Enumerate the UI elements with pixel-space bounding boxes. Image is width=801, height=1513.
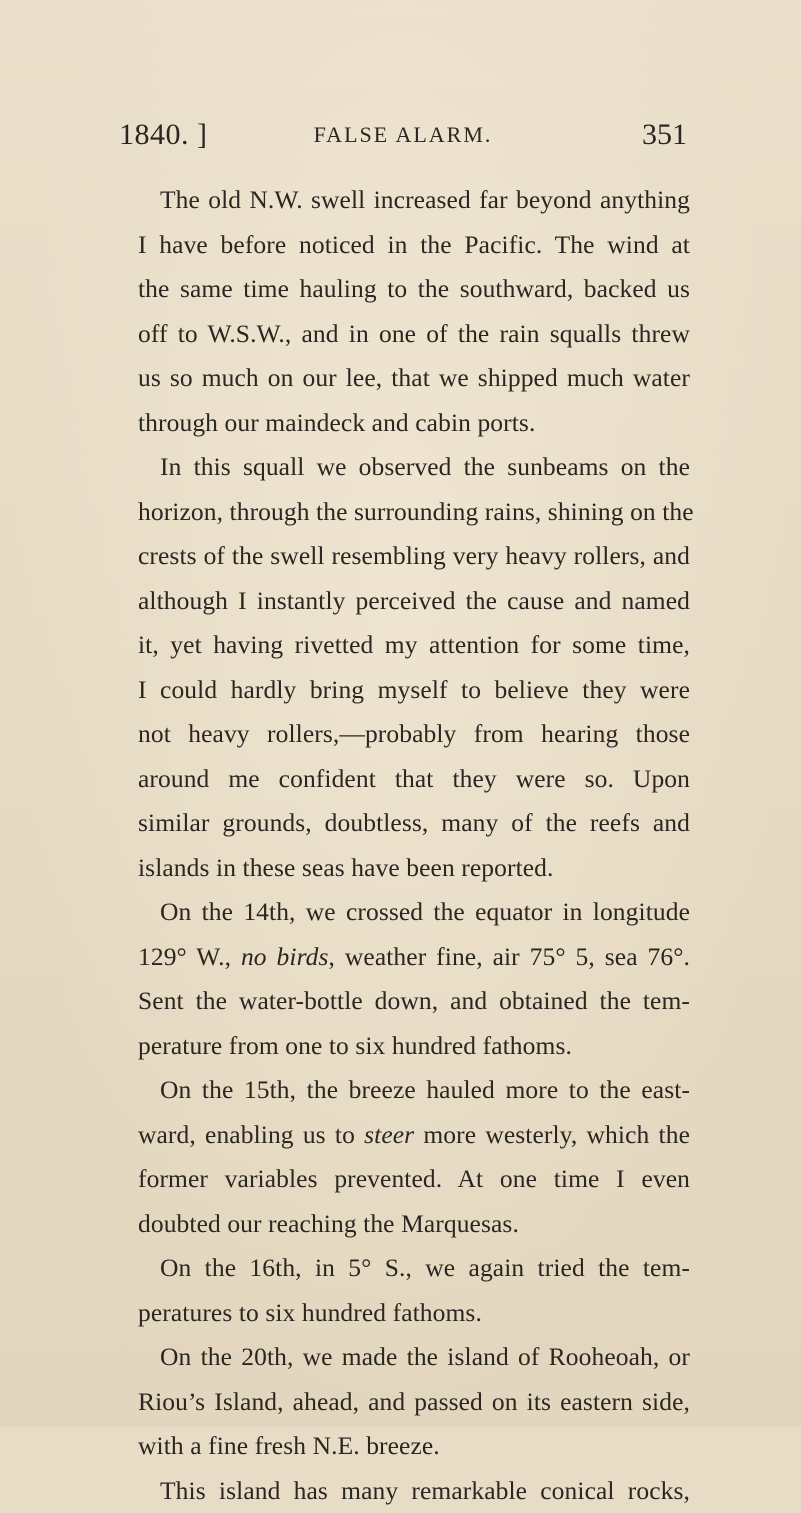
text-line: On the 15th, the breeze hauled more to the east- <box>138 1068 690 1113</box>
text-line: similar grounds, doubtless, many of the reefs and <box>138 801 690 846</box>
text-line: On the 16th, in 5° S., we again tried the tem- <box>138 1246 690 1291</box>
text-line: Sent the water-bottle down, and obtained the tem- <box>138 979 690 1024</box>
page-number: 351 <box>642 118 687 152</box>
text-line: This island has many remarkable conical rocks, <box>138 1469 690 1513</box>
body-text <box>138 178 690 1513</box>
text-line: islands in these seas have been reported. <box>138 846 690 891</box>
text-line: On the 20th, we made the island of Rooheoah, or <box>138 1335 690 1380</box>
running-head-year: 1840. ] <box>119 118 208 152</box>
text-line: former variables prevented. At one time I even <box>138 1157 690 1202</box>
text-line: us so much on our lee, that we shipped much water <box>138 356 690 401</box>
italic-phrase: no birds <box>241 942 329 971</box>
text-line: doubted our reaching the Marquesas. <box>138 1202 690 1247</box>
running-head-title: FALSE ALARM. <box>119 122 687 148</box>
text-line: it, yet having rivetted my attention for some time, <box>138 623 690 668</box>
text-line: Riou’s Island, ahead, and passed on its eastern side, <box>138 1380 690 1425</box>
text-line: although I instantly perceived the cause and named <box>138 579 690 624</box>
text-line: not heavy rollers,—probably from hearing those <box>138 712 690 757</box>
text-line: 129° W., no birds, weather fine, air 75° 5, sea 76°. <box>138 935 690 980</box>
text-line: the same time hauling to the southward, backed us <box>138 267 690 312</box>
text-line: with a fine fresh N.E. breeze. <box>138 1424 690 1469</box>
text-line: through our maindeck and cabin ports. <box>138 401 690 446</box>
text-line: I could hardly bring myself to believe they were <box>138 668 690 713</box>
text-line: ward, enabling us to steer more westerly, which the <box>138 1113 690 1158</box>
text-line: On the 14th, we crossed the equator in longitude <box>138 890 690 935</box>
text-line: The old N.W. swell increased far beyond anything <box>138 178 690 223</box>
running-head <box>119 118 687 158</box>
text-line: horizon, through the surrounding rains, shining on the <box>138 490 690 535</box>
italic-phrase: steer <box>364 1120 414 1149</box>
text-line: crests of the swell resembling very heavy rollers, and <box>138 534 690 579</box>
text-line: around me confident that they were so. Upon <box>138 757 690 802</box>
text-line: In this squall we observed the sunbeams on the <box>138 445 690 490</box>
text-line: I have before noticed in the Pacific. The wind at <box>138 223 690 268</box>
text-line: peratures to six hundred fathoms. <box>138 1291 690 1336</box>
text-line: off to W.S.W., and in one of the rain squalls threw <box>138 312 690 357</box>
text-line: perature from one to six hundred fathoms. <box>138 1024 690 1069</box>
